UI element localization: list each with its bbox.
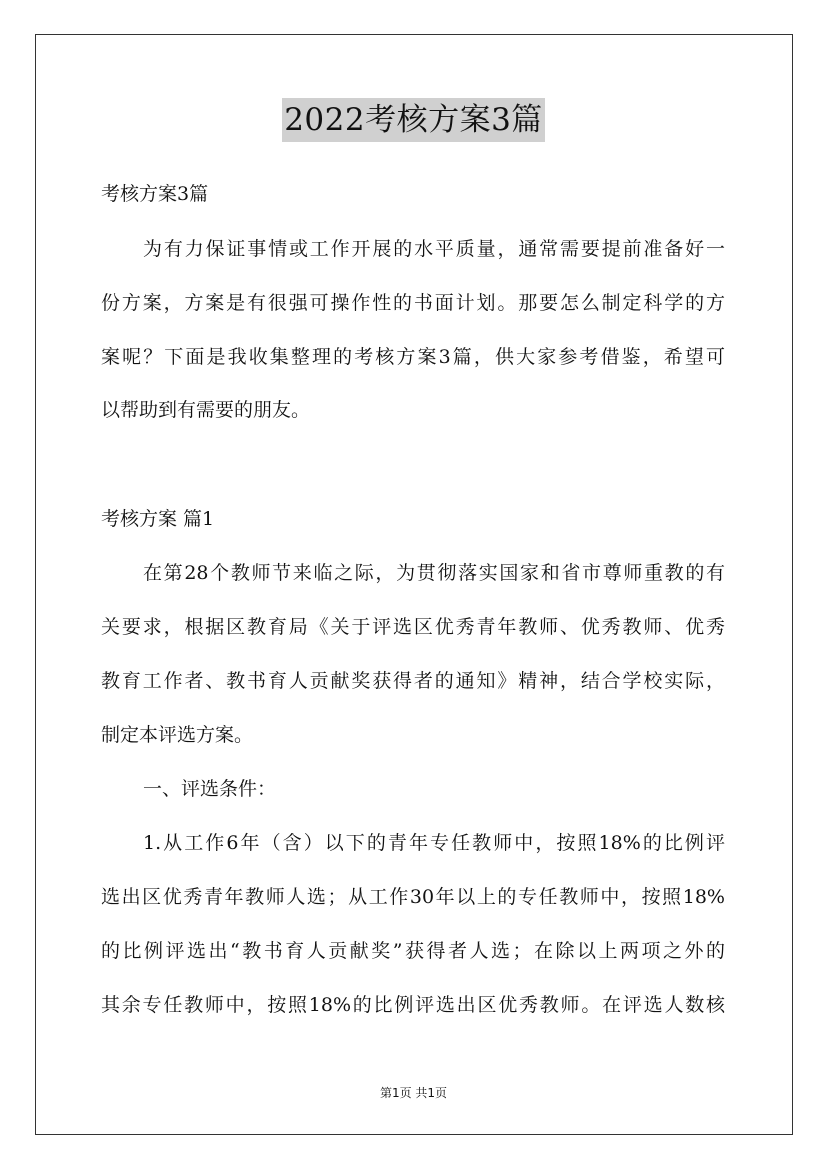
intro-line-1: 为有力保证事情或工作开展的水平质量，通常需要提前准备好一 [143,238,725,260]
criteria-line-4: 其余专任教师中，按照18%的比例评选出区优秀教师。在评选人数核 [101,994,725,1016]
section-heading: 考核方案 篇1 [101,508,215,530]
criteria-heading: 一、评选条件： [143,778,277,800]
section1-line-2: 关要求，根据区教育局《关于评选区优秀青年教师、优秀教师、优秀 [101,616,725,638]
page-number: 第1页 共1页 [379,1086,448,1100]
title-text: 2022考核方案3篇 [282,98,545,142]
criteria-line-3: 的比例评选出“教书育人贡献奖”获得者人选；在除以上两项之外的 [101,940,725,962]
intro-line-4: 以帮助到有需要的朋友。 [101,399,311,421]
section1-line-3: 教育工作者、教书育人贡献奖获得者的通知》精神，结合学校实际， [101,670,725,692]
intro-line-2: 份方案，方案是有很强可操作性的书面计划。那要怎么制定科学的方 [101,292,725,314]
subtitle: 考核方案3篇 [101,183,209,205]
section1-line-1: 在第28个教师节来临之际，为贯彻落实国家和省市尊师重教的有 [143,562,725,584]
criteria-line-2: 选出区优秀青年教师人选；从工作30年以上的专任教师中，按照18% [101,886,725,908]
criteria-line-1: 1.从工作6年（含）以下的青年专任教师中，按照18%的比例评 [143,832,725,854]
section1-line-4: 制定本评选方案。 [101,724,254,746]
document-title [0,98,827,142]
intro-line-3: 案呢？下面是我收集整理的考核方案3篇，供大家参考借鉴，希望可 [101,346,725,368]
